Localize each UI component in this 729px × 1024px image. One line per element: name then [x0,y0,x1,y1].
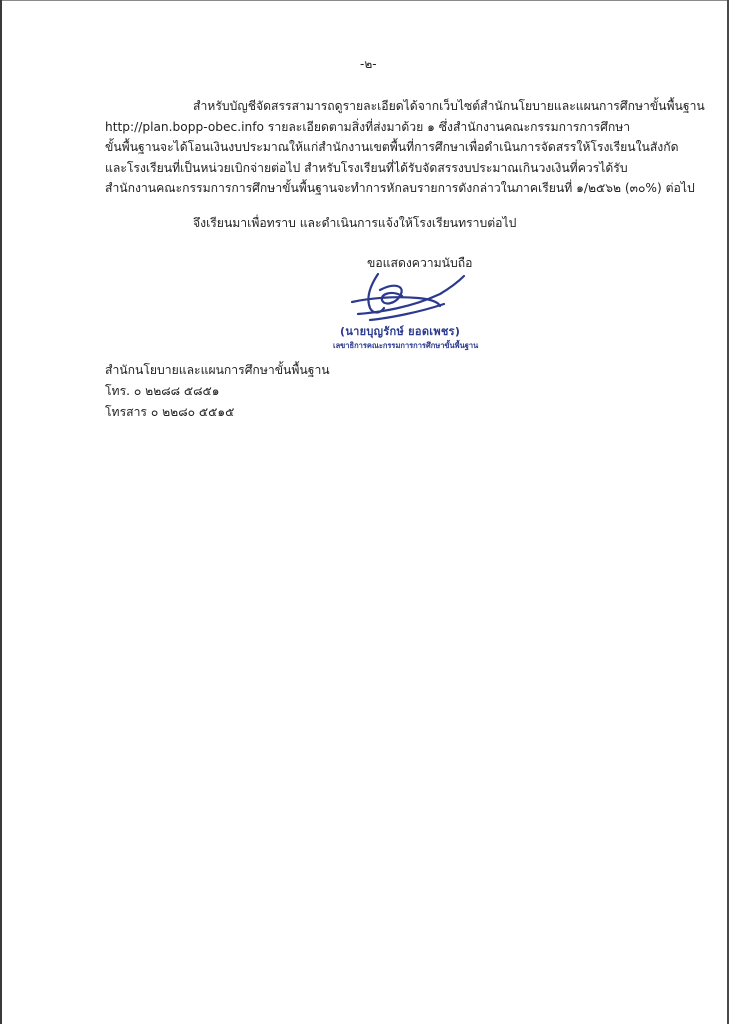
signer-title: เลขาธิการคณะกรรมการการศึกษาขั้นพื้นฐาน [333,341,479,350]
body-line-5: สำนักงานคณะกรรมการการศึกษาขั้นพื้นฐานจะทำการหักลบรายการดังกล่าวในภาคเรียนที่ ๑/๒๕๖๒ (๓๐%) ต่อไป [105,181,695,196]
closing-salutation: ขอแสดงความนับถือ [367,256,473,270]
page-number: -๒- [360,57,377,71]
scan-edge-top [0,0,729,1]
contact-footer [105,360,330,423]
body-paragraph [105,96,705,199]
scan-edge-left [0,0,2,1024]
request-line: จึงเรียนมาเพื่อทราบ และดำเนินการแจ้งให้โรงเรียนทราบต่อไป [193,216,517,230]
office-name: สำนักนโยบายและแผนการศึกษาขั้นพื้นฐาน [105,363,330,377]
body-line-4: และโรงเรียนที่เป็นหน่วยเบิกจ่ายต่อไป สำหรับโรงเรียนที่ได้รับจัดสรรงบประมาณเกินวงเงินที่ควรได้รับ [105,160,628,175]
phone-number: โทร. ๐ ๒๒๘๘ ๕๘๕๑ [105,384,220,398]
body-line-3: ขั้นพื้นฐานจะได้โอนเงินงบประมาณให้แก่สำนักงานเขตพื้นที่การศึกษาเพื่อดำเนินการจัดสรรให้โรงเรียนในสังกัด [105,140,679,155]
fax-number: โทรสาร ๐ ๒๒๘๐ ๕๕๑๕ [105,405,235,419]
request-paragraph [105,213,645,234]
body-line-2: http://plan.bopp-obec.info รายละเอียดตามสิ่งที่ส่งมาด้วย ๑ ซึ่งสำนักงานคณะกรรมการการศึกษา [105,119,631,134]
signer-name: (นายบุญรักษ์ ยอดเพชร) [340,325,461,338]
body-line-1: สำหรับบัญชีจัดสรรสามารถดูรายละเอียดได้จากเว็บไซต์สำนักนโยบายและแผนการศึกษาขั้นพื้นฐาน [193,99,705,113]
signature-image [340,268,470,328]
